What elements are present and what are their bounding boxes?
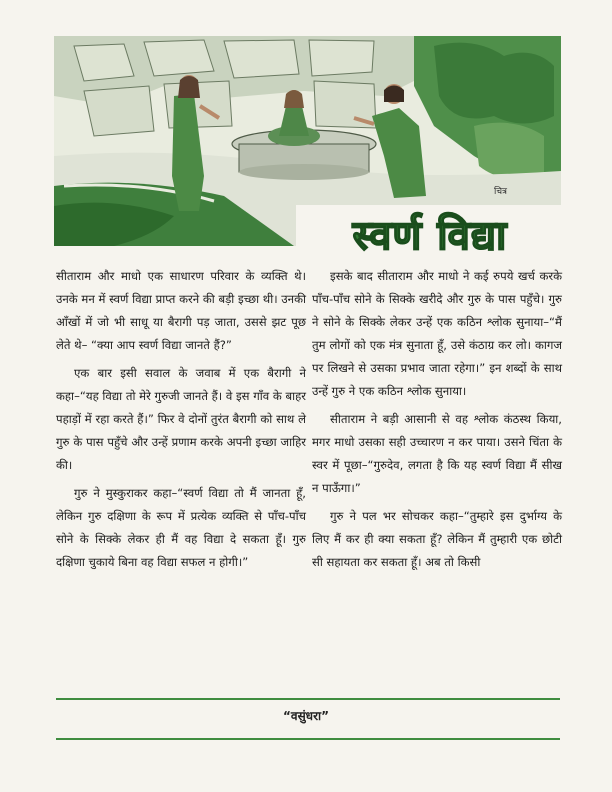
page-title: स्वर्ण विद्या: [352, 212, 508, 259]
paragraph-4: इसके बाद सीताराम और माधो ने कई रुपये खर्च करके पाँच-पाँच सोने के सिक्के खरीदे और गुरु के पास पहुँचे। गुरु ने सोने के सिक्के लेकर उन्हें एक कठिन श्लोक सुनाया–“मैं तुम लोगों को एक मंत्र सुनाता हूँ, उसे कंठाग्र कर लो। कागज पर लिखने से उसका प्रभाव जाता रहेगा।” इन शब्दों के साथ उन्हें गुरु ने एक कठिन श्लोक सुनाया।: [312, 269, 562, 398]
footer-rule-top: [56, 698, 560, 700]
paragraph-2: एक बार इसी सवाल के जवाब में एक बैरागी ने कहा–“यह विद्या तो मेरे गुरुजी जानते हैं। वे इस गाँव के बाहर पहाड़ों में रहा करते हैं।” फिर वे दोनों तुरंत बैरागी को साथ ले गुरु के पास पहुँचे और उन्हें प्रणाम करके अपनी इच्छा जाहिर की।: [56, 366, 306, 472]
paragraph-text: सीताराम और माधो एक साधारण परिवार के व्यक्ति थे। उनके मन में स्वर्ण विद्या प्राप्त करने की बड़ी इच्छा थी। उनकी आँखों में जो भी साधू या बैरागी पड़ जाता, उससे झट पूछ लेते थे– “क्या आप स्वर्ण विद्या जानते हैं?”: [56, 269, 306, 352]
paragraph-6: गुरु ने पल भर सोचकर कहा–“तुम्हारे इस दुर्भाग्य के लिए मैं कर ही क्या सकता हूँ? लेकिन मैं तुम्हारी एक छोटी सी सहायता कर सकता हूँ। अब तो किसी: [312, 509, 562, 569]
paragraph-5: सीताराम ने बड़ी आसानी से वह श्लोक कंठस्थ किया, मगर माधो उसका सही उच्चारण न कर पाया। उसने चिंता के स्वर में पूछा–“गुरुदेव, लगता है कि यह स्वर्ण विद्या मैं सीख न पाऊँगा।”: [312, 412, 562, 495]
footer-rule-bottom: [56, 738, 560, 740]
magazine-name: “वसुंधरा”: [283, 709, 329, 723]
paragraph-1: [56, 265, 306, 357]
paragraph-3: गुरु ने मुस्कुराकर कहा–“स्वर्ण विद्या तो मैं जानता हूँ, लेकिन गुरु दक्षिणा के रूप में प्रत्येक व्यक्ति से पाँच-पाँच सोने के सिक्के लेकर ही मैं वह विद्या दे सकता हूँ। गुरु दक्षिणा चुकाये बिना वह विद्या सफल न होगी।”: [56, 486, 306, 569]
story-title: [296, 205, 564, 261]
right-column: [312, 265, 562, 579]
artist-signature: चित्र: [494, 187, 508, 197]
left-column: [56, 265, 306, 579]
